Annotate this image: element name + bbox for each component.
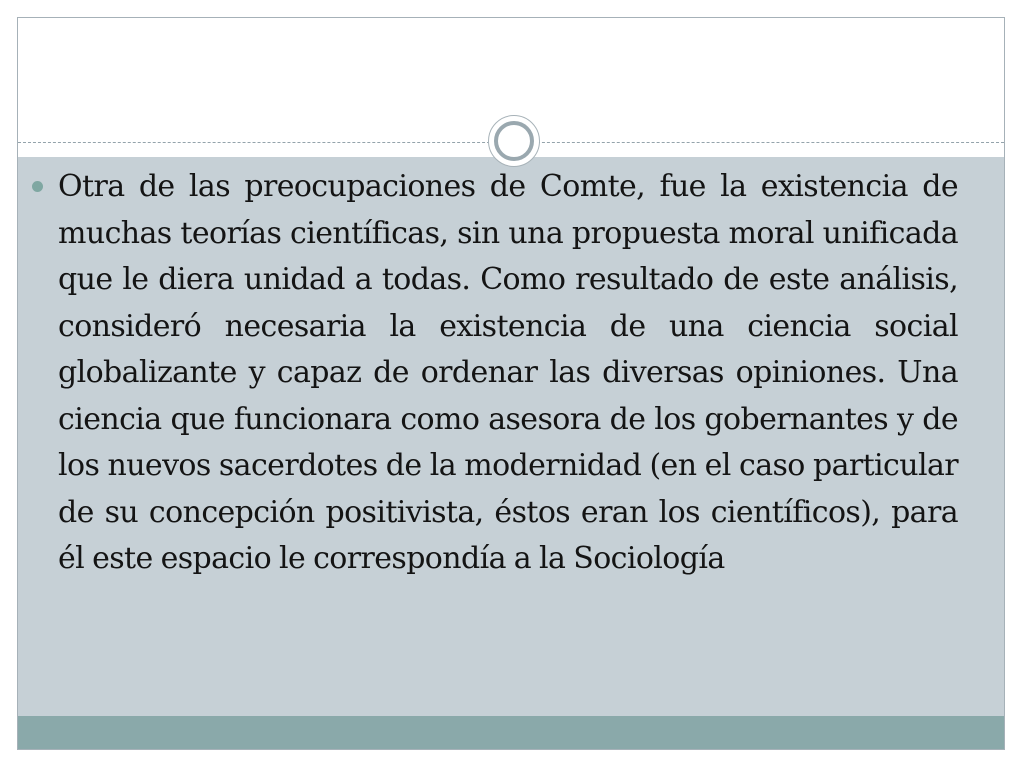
ring-icon — [494, 121, 534, 161]
bullet-text: Otra de las preocupaciones de Comte, fue la existencia de muchas teorías científicas, sin una propuesta moral unificada que le diera unidad a todas. Como resultado de este análisis, consideró necesaria la existencia de una ciencia social globalizante y capaz de ordenar las diversas opiniones. Una ciencia que funcionara como asesora de los gobernantes y de los nuevos sacerdotes de la modernidad (en el caso particular de su concepción positivista, éstos eran los científicos), para él este espacio le correspondía a la Sociología — [58, 169, 958, 576]
slide-content — [58, 164, 958, 583]
footer-band — [18, 716, 1004, 750]
bullet-dot-icon — [32, 181, 43, 192]
circle-ornament-icon — [488, 115, 540, 167]
bullet-item — [58, 164, 958, 583]
